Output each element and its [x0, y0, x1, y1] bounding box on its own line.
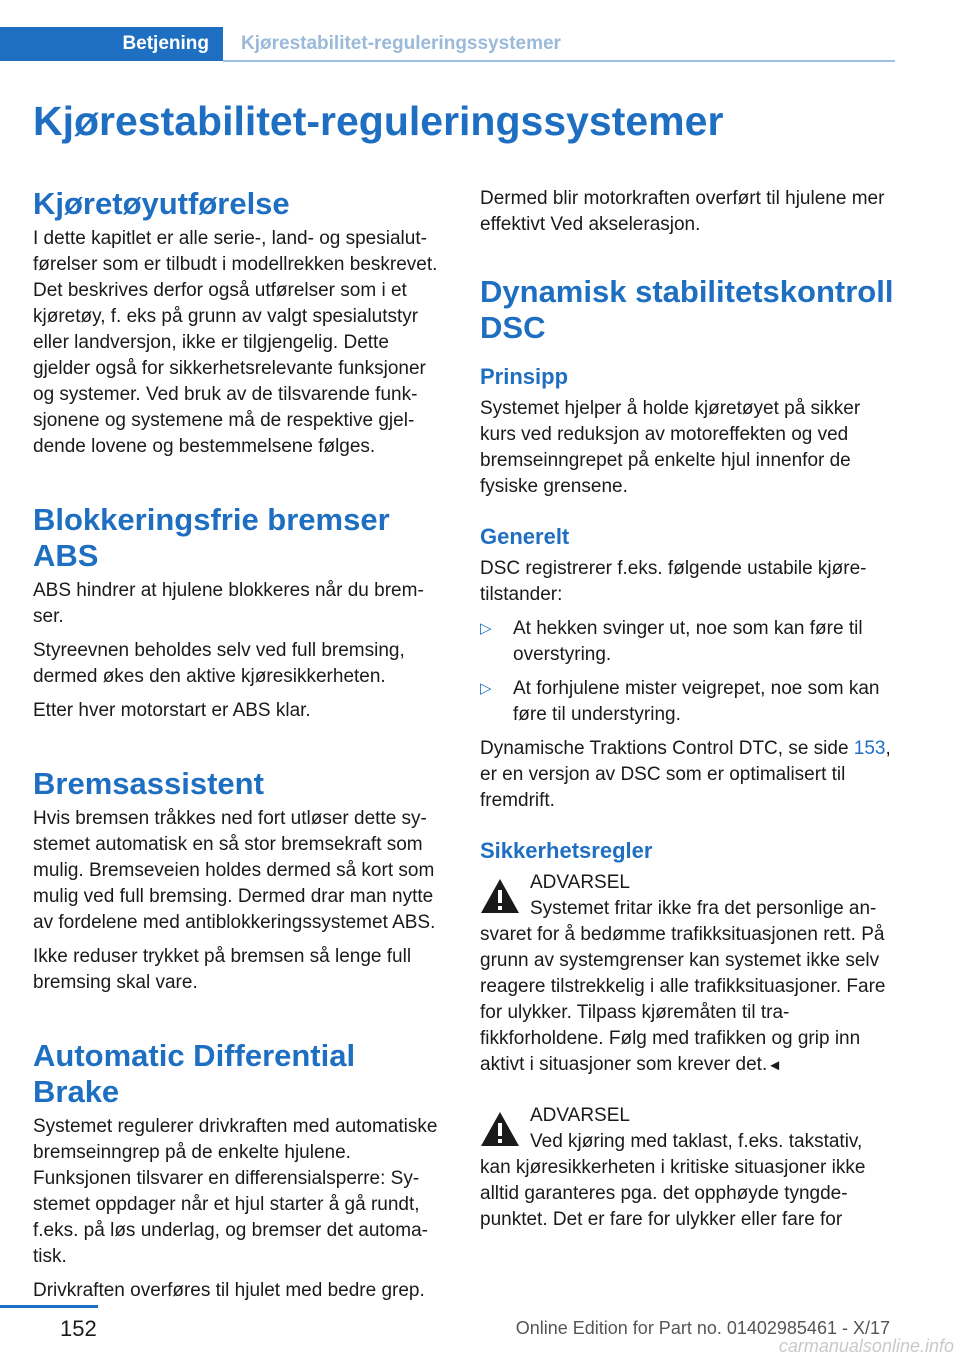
right-column [480, 186, 895, 1233]
warning-title: ADVARSEL [530, 872, 630, 893]
edition-note: Online Edition for Part no. 01402985461 - X/17 [515, 1318, 890, 1338]
list-item [480, 616, 895, 668]
section-title-abs: Blokkeringsfrie bremser ABS [33, 502, 390, 573]
section-title-brake-assist: Bremsassistent [33, 766, 264, 801]
warning-title: ADVARSEL [530, 1105, 630, 1126]
paragraph: ABS hindrer at hjulene blokkeres når du bremser. [33, 580, 424, 627]
paragraph: Dermed blir motorkraften overført til hjulene mer effektivt Ved akselerasjon. [480, 188, 885, 235]
page-title: Kjørestabilitet-reguleringssystemer [33, 98, 724, 144]
warning-triangle-icon [480, 878, 520, 914]
paragraph: Systemet regulerer drivkraften med automatiske bremseinngrep på de enkelte hjulene. Funksjonen tilsvarer en differensialsperre: Systemet oppdager når et hjul starter å gå rundt, f.eks. på løs underlag, og bremser det automatisk. [33, 1116, 438, 1267]
text: Dynamische Traktions Control DTC, se side [480, 738, 854, 759]
list-item-text: At forhjulene mister veigrepet, noe som kan føre til understyring. [513, 678, 880, 725]
breadcrumb[interactable]: Kjørestabilitet-reguleringssystemer [241, 33, 561, 54]
paragraph: Etter hver motorstart er ABS klar. [33, 700, 311, 721]
warning-block [480, 870, 895, 1079]
warning-triangle-icon [480, 1111, 520, 1147]
warning-block [480, 1103, 895, 1233]
chapter-tab[interactable]: Betjening [0, 27, 223, 61]
section-title-adb: Automatic Differential Brake [33, 1038, 356, 1109]
section-title-vehicle-version: Kjøretøyutførelse [33, 186, 290, 221]
paragraph: Styreevnen beholdes selv ved full bremsing, dermed økes den aktive kjøresikkerheten. [33, 640, 405, 687]
header-rule [223, 60, 895, 62]
subsection-title-general: Generelt [480, 524, 570, 549]
subsection-title-safety: Sikkerhetsregler [480, 838, 653, 863]
list-item-text: At hekken svinger ut, noe som kan føre til overstyring. [513, 618, 863, 665]
text: Systemet fritar ikke fra det personlige ansvaret for å bedømme trafikksituasjonen rett. På grunn av systemgrenser kan systemet ikke selv reagere tilstrekkelig i alle trafikksituasjoner. Fare for ulykker. Tilpass kjøremåten til trafikkforholdene. Følg med trafikken og grip inn aktivt i situasjoner som krever det. [480, 898, 886, 1075]
watermark: carmanualsonline.info [778, 1336, 954, 1356]
warning-text [480, 896, 895, 1079]
end-mark-icon: ◄ [767, 1057, 783, 1074]
page-link[interactable]: 153 [853, 738, 886, 759]
footer-rule [0, 1305, 98, 1308]
warning-text: Ved kjøring med taklast, f.eks. takstativ, kan kjøresikkerheten i kritiske situasjoner ikke alltid garanteres pga. det opphøyde tyngdepunktet. Det er fare for ulykker eller fare for [480, 1131, 866, 1230]
triangle-bullet-icon: ▷ [480, 680, 492, 697]
paragraph: DSC registrerer f.eks. følgende ustabile kjøretilstander: [480, 558, 867, 605]
section-title-dsc: Dynamisk stabilitetskontroll DSC [480, 274, 894, 345]
paragraph: Hvis bremsen tråkkes ned fort utløser dette systemet automatisk en så stor bremsekraft som mulig. Bremseveien holdes dermed så kort som mulig ved full bremsing. Dermed drar man nytte av fordelene med antiblokkeringssystemet ABS. [33, 808, 436, 933]
text: , er en versjon av DSC som er optimalisert til fremdrift. [480, 738, 891, 811]
subsection-title-principle: Prinsipp [480, 364, 569, 389]
paragraph [480, 736, 895, 814]
page-number: 152 [60, 1316, 97, 1341]
paragraph: Ikke reduser trykket på bremsen så lenge full bremsing skal vare. [33, 946, 412, 993]
left-column [33, 186, 448, 1312]
bullet-list [480, 616, 895, 728]
list-item [480, 676, 895, 728]
paragraph: Systemet hjelper å holde kjøretøyet på sikker kurs ved reduksjon av motoreffekten og ved bremseinngrepet på enkelte hjul innenfor de fysiske grensene. [480, 398, 861, 497]
paragraph: I dette kapitlet er alle serie-, land- og spesialutførelser som er tilbudt i modellrekken beskrevet. Det beskrives derfor også utførelser som i et kjøretøy, f. eks på grunn av valgt spesialutstyr eller landversjon, ikke er tilgjengelig. Dette gjelder også for sikkerhetsrelevante funksjoner og systemer. Ved bruk av de tilsvarende funksjonene og systemene må de respektive gjeldende lovene og bestemmelsene følges. [33, 228, 438, 457]
triangle-bullet-icon: ▷ [480, 620, 492, 637]
paragraph: Drivkraften overføres til hjulet med bedre grep. [33, 1280, 425, 1301]
